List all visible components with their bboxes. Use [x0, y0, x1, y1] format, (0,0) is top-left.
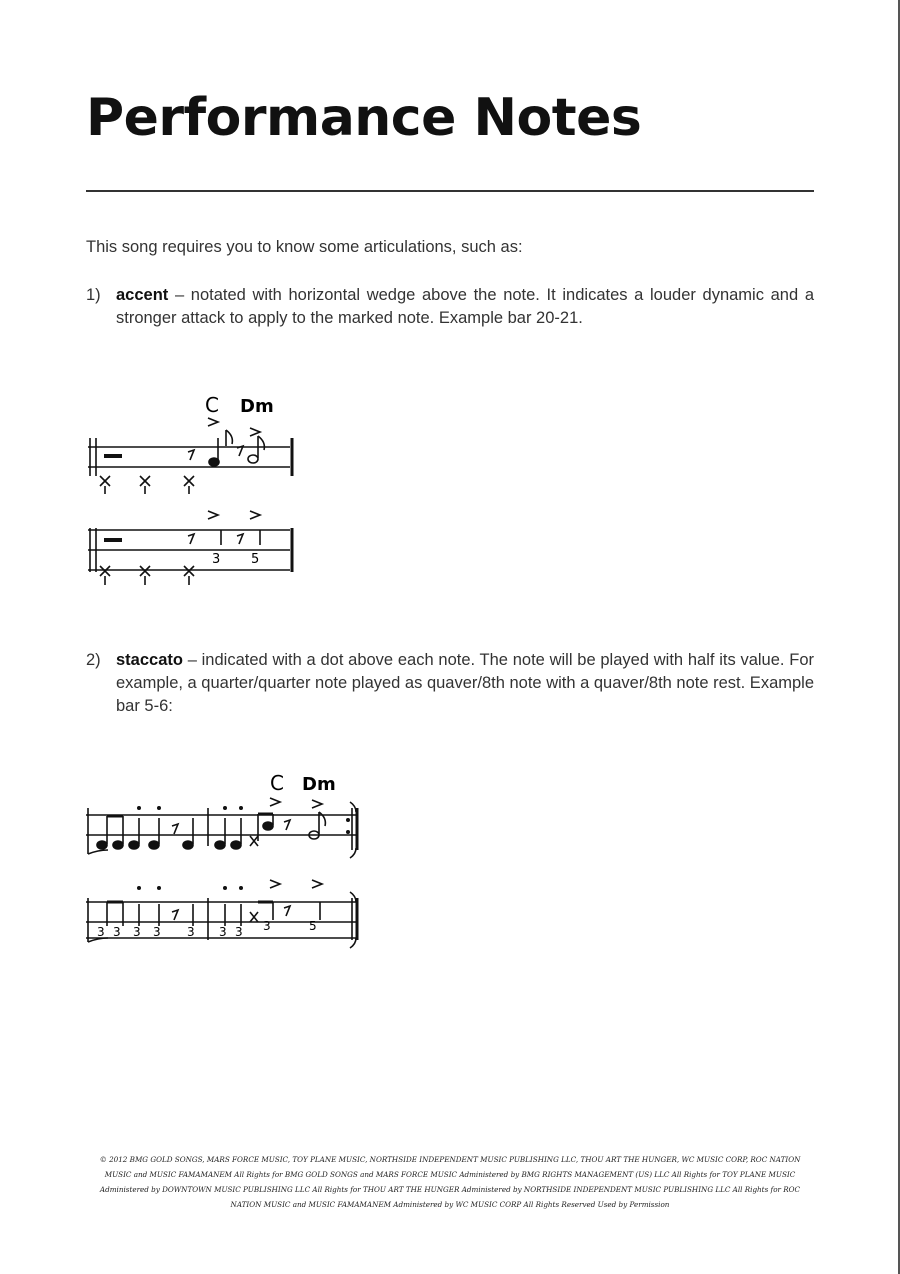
- item-body: [116, 284, 814, 330]
- tab-number: 3: [187, 925, 195, 939]
- tab-number: 5: [251, 552, 260, 567]
- copyright-footer: © 2012 BMG GOLD SONGS, MARS FORCE MUSIC, TOY PLANE MUSIC, NORTHSIDE INDEPENDENT MUSIC PUBLISHING LLC, THOU ART THE HUNGER, WC MUSIC CORP, ROC NATION MUSIC and MUSIC FAMAMANEM All Rights for BMG GOLD SONGS and MARS FORCE MUSIC Administered by BMG RIGHTS MANAGEMENT (US) LLC All Rights for TOY PLANE MUSIC Administered by DOWNTOWN MUSIC PUBLISHING LLC All Rights for THOU ART THE HUNGER Administered by NORTHSIDE INDEPENDENT MUSIC PUBLISHING LLC All Rights for ROC NATION MUSIC and MUSIC FAMAMANEM Administered by WC MUSIC CORP All Rights Reserved Used by Permission: [99, 1155, 801, 1209]
- tab-number: 3: [153, 925, 161, 939]
- item-text: – notated with horizontal wedge above the note. It indicates a louder dynamic and a stronger attack to apply to the marked note. Example bar 20-21.: [116, 286, 814, 327]
- title-divider: [86, 190, 814, 192]
- tab-number: 3: [263, 919, 271, 933]
- intro-text: This song requires you to know some articulations, such as:: [86, 238, 523, 256]
- chord-label: Dm: [240, 396, 274, 417]
- chord-label: C: [270, 771, 284, 795]
- item-number: 1): [86, 286, 101, 304]
- tab-number: 3: [113, 925, 121, 939]
- page-title: Performance Notes: [86, 88, 642, 148]
- item-term: accent: [116, 286, 169, 304]
- item-number: 2): [86, 651, 101, 669]
- chord-label: C: [205, 393, 219, 417]
- tab-number: 3: [219, 925, 227, 939]
- tab-number: 3: [235, 925, 243, 939]
- tab-number: 3: [97, 925, 105, 939]
- accent-notation-example: [80, 390, 320, 590]
- list-item-accent: [86, 284, 814, 330]
- item-text: – indicated with a dot above each note. The note will be played with half its value. For example, a quarter/quarter note played as quaver/8th note with a quaver/8th note rest. Example bar 5-6:: [116, 651, 815, 715]
- item-body: [116, 649, 814, 718]
- tab-number: 5: [309, 919, 317, 933]
- tab-number: 3: [212, 552, 221, 567]
- chord-label: Dm: [302, 774, 336, 795]
- staccato-notation-example: [80, 770, 380, 955]
- list-item-staccato: [86, 649, 814, 718]
- item-term: staccato: [116, 651, 183, 669]
- tab-number: 3: [133, 925, 141, 939]
